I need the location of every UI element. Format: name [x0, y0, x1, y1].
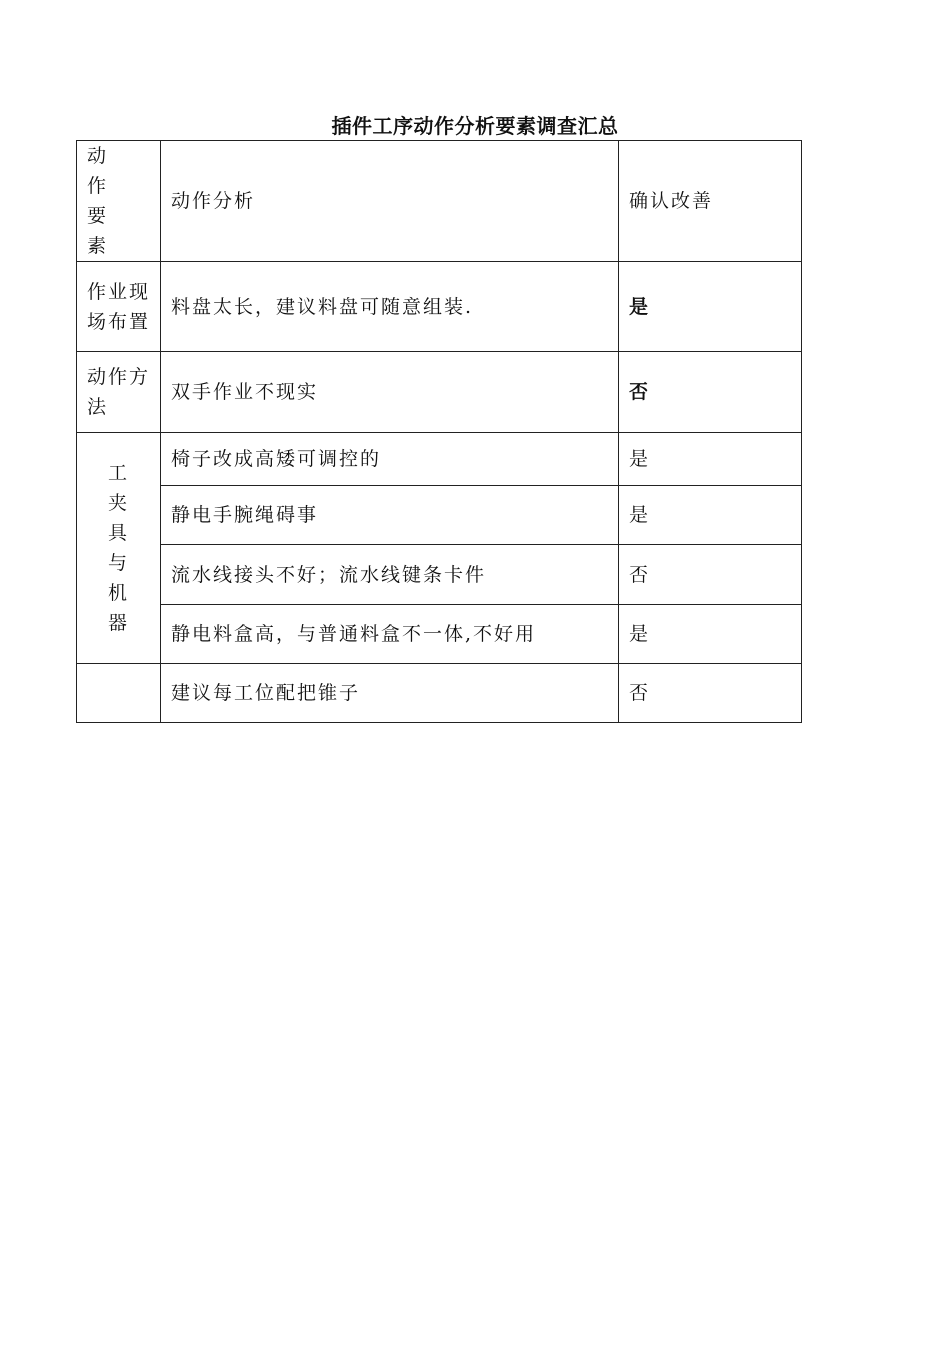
- category-tools: [77, 433, 161, 664]
- analysis-cell: 椅子改成高矮可调控的: [161, 433, 619, 486]
- analysis-cell: 料盘太长，建议料盘可随意组装.: [161, 262, 619, 352]
- category-tools-char: 夹: [107, 492, 129, 514]
- header-analysis: 动作分析: [161, 141, 619, 262]
- table-row: [77, 352, 802, 433]
- confirm-cell: 否: [619, 352, 802, 433]
- header-element: 动 作要素: [77, 141, 161, 262]
- analysis-cell: 静电手腕绳碍事: [161, 486, 619, 545]
- analysis-cell: 静电料盒高，与普通料盒不一体,不好用: [161, 605, 619, 664]
- table-row: [77, 433, 802, 486]
- analysis-cell: 双手作业不现实: [161, 352, 619, 433]
- table-row: [77, 262, 802, 352]
- table-row: [77, 545, 802, 605]
- confirm-cell: 是: [619, 486, 802, 545]
- confirm-cell: 是: [619, 605, 802, 664]
- confirm-cell: 是: [619, 433, 802, 486]
- table-row: [77, 664, 802, 723]
- category-method: 动作方法: [77, 352, 161, 433]
- category-empty: [77, 664, 161, 723]
- table-row: [77, 486, 802, 545]
- category-tools-char: 机: [107, 582, 129, 604]
- header-confirm: 确认改善: [619, 141, 802, 262]
- category-tools-char: 具: [107, 522, 129, 544]
- category-layout: 作业现场布置: [77, 262, 161, 352]
- analysis-cell: 建议每工位配把锥子: [161, 664, 619, 723]
- confirm-cell: 否: [619, 664, 802, 723]
- analysis-summary-table: [76, 140, 802, 723]
- category-tools-char: 器: [107, 612, 129, 634]
- analysis-cell: 流水线接头不好；流水线键条卡件: [161, 545, 619, 605]
- table-header-row: [77, 141, 802, 262]
- category-tools-char: 工: [107, 462, 129, 484]
- document-title: 插件工序动作分析要素调查汇总: [331, 114, 619, 138]
- table-row: [77, 605, 802, 664]
- confirm-cell: 是: [619, 262, 802, 352]
- category-tools-char: 与: [107, 552, 129, 574]
- confirm-cell: 否: [619, 545, 802, 605]
